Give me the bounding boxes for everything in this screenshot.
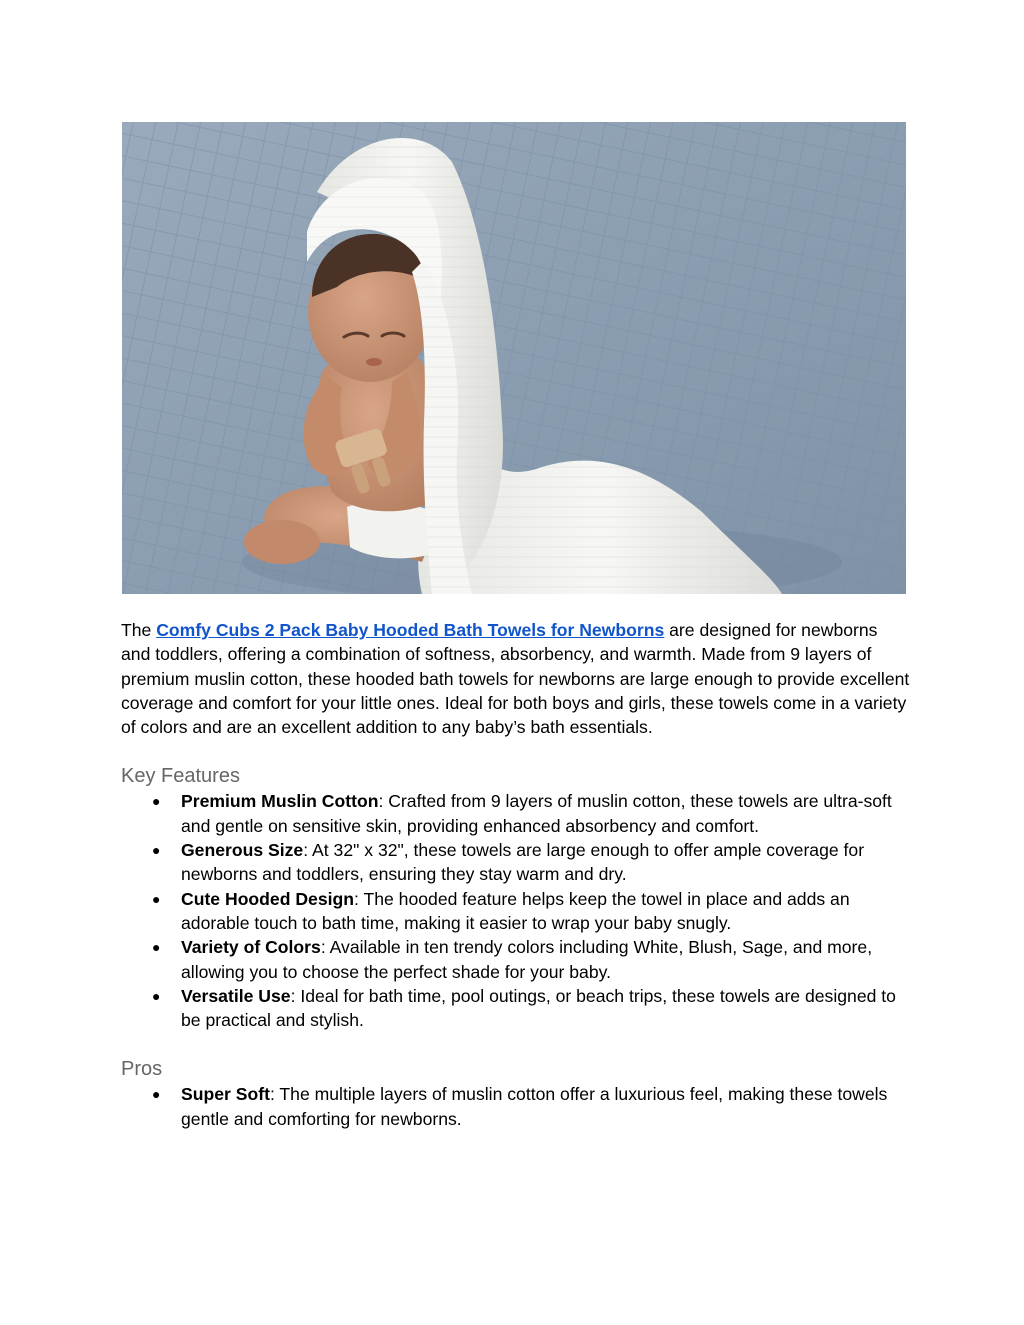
baby-in-hooded-towel-image: [122, 122, 906, 594]
feature-text: : The hooded feature helps keep the towel in place and adds an adorable touch to bath time, making it easier to wrap your baby snugly.: [181, 888, 850, 933]
article-body: [121, 618, 911, 1131]
feature-text: : Crafted from 9 layers of muslin cotton, these towels are ultra-soft and gentle on sensitive skin, providing enhanced absorbency and comfort.: [181, 791, 892, 836]
pros-list: [121, 1082, 911, 1131]
bullet-icon: ●: [152, 890, 161, 907]
key-features-list: [121, 789, 911, 1032]
feature-text: : At 32" x 32", these towels are large enough to offer ample coverage for newborns and toddlers, ensuring they stay warm and dry.: [181, 840, 865, 885]
product-photo: [122, 122, 906, 594]
feature-title: Premium Muslin Cotton: [181, 791, 379, 812]
feature-title: Generous Size: [181, 840, 304, 861]
feature-title: Variety of Colors: [181, 937, 321, 958]
feature-title: Versatile Use: [181, 985, 291, 1006]
intro-suffix: are designed for newborns and toddlers, offering a combination of softness, absorbency, and warmth. Made from 9 layers of premium muslin cotton, these hooded bath towels for newborns are large enough to provide excellent coverage and comfort for your little ones. Ideal for both boys and girls, these towels come in a variety of colors and are an excellent addition to any baby’s bath essentials.: [121, 620, 910, 738]
intro-prefix: The: [121, 620, 157, 640]
product-link[interactable]: Comfy Cubs 2 Pack Baby Hooded Bath Towels for Newborns: [156, 620, 665, 640]
bullet-icon: ●: [152, 1086, 161, 1103]
list-item: [121, 935, 911, 984]
pro-text: : The multiple layers of muslin cotton offer a luxurious feel, making these towels gentle and comforting for newborns.: [181, 1084, 888, 1129]
bullet-icon: ●: [152, 987, 161, 1004]
list-item: [121, 838, 911, 887]
feature-text: : Ideal for bath time, pool outings, or beach trips, these towels are designed to be practical and stylish.: [181, 985, 896, 1031]
bullet-icon: ●: [152, 793, 161, 810]
pros-heading: Pros: [121, 1058, 163, 1081]
list-item: [121, 887, 911, 936]
list-item: [121, 1082, 911, 1131]
list-item: [121, 984, 911, 1033]
intro-paragraph: [121, 618, 911, 739]
feature-title: Cute Hooded Design: [181, 888, 355, 909]
key-features-heading: Key Features: [121, 765, 240, 788]
list-item: [121, 789, 911, 838]
feature-text: : Available in ten trendy colors including White, Blush, Sage, and more, allowing you to choose the perfect shade for your baby.: [181, 937, 873, 982]
bullet-icon: ●: [152, 842, 161, 859]
pro-title: Super Soft: [181, 1084, 270, 1105]
bullet-icon: ●: [152, 939, 161, 956]
